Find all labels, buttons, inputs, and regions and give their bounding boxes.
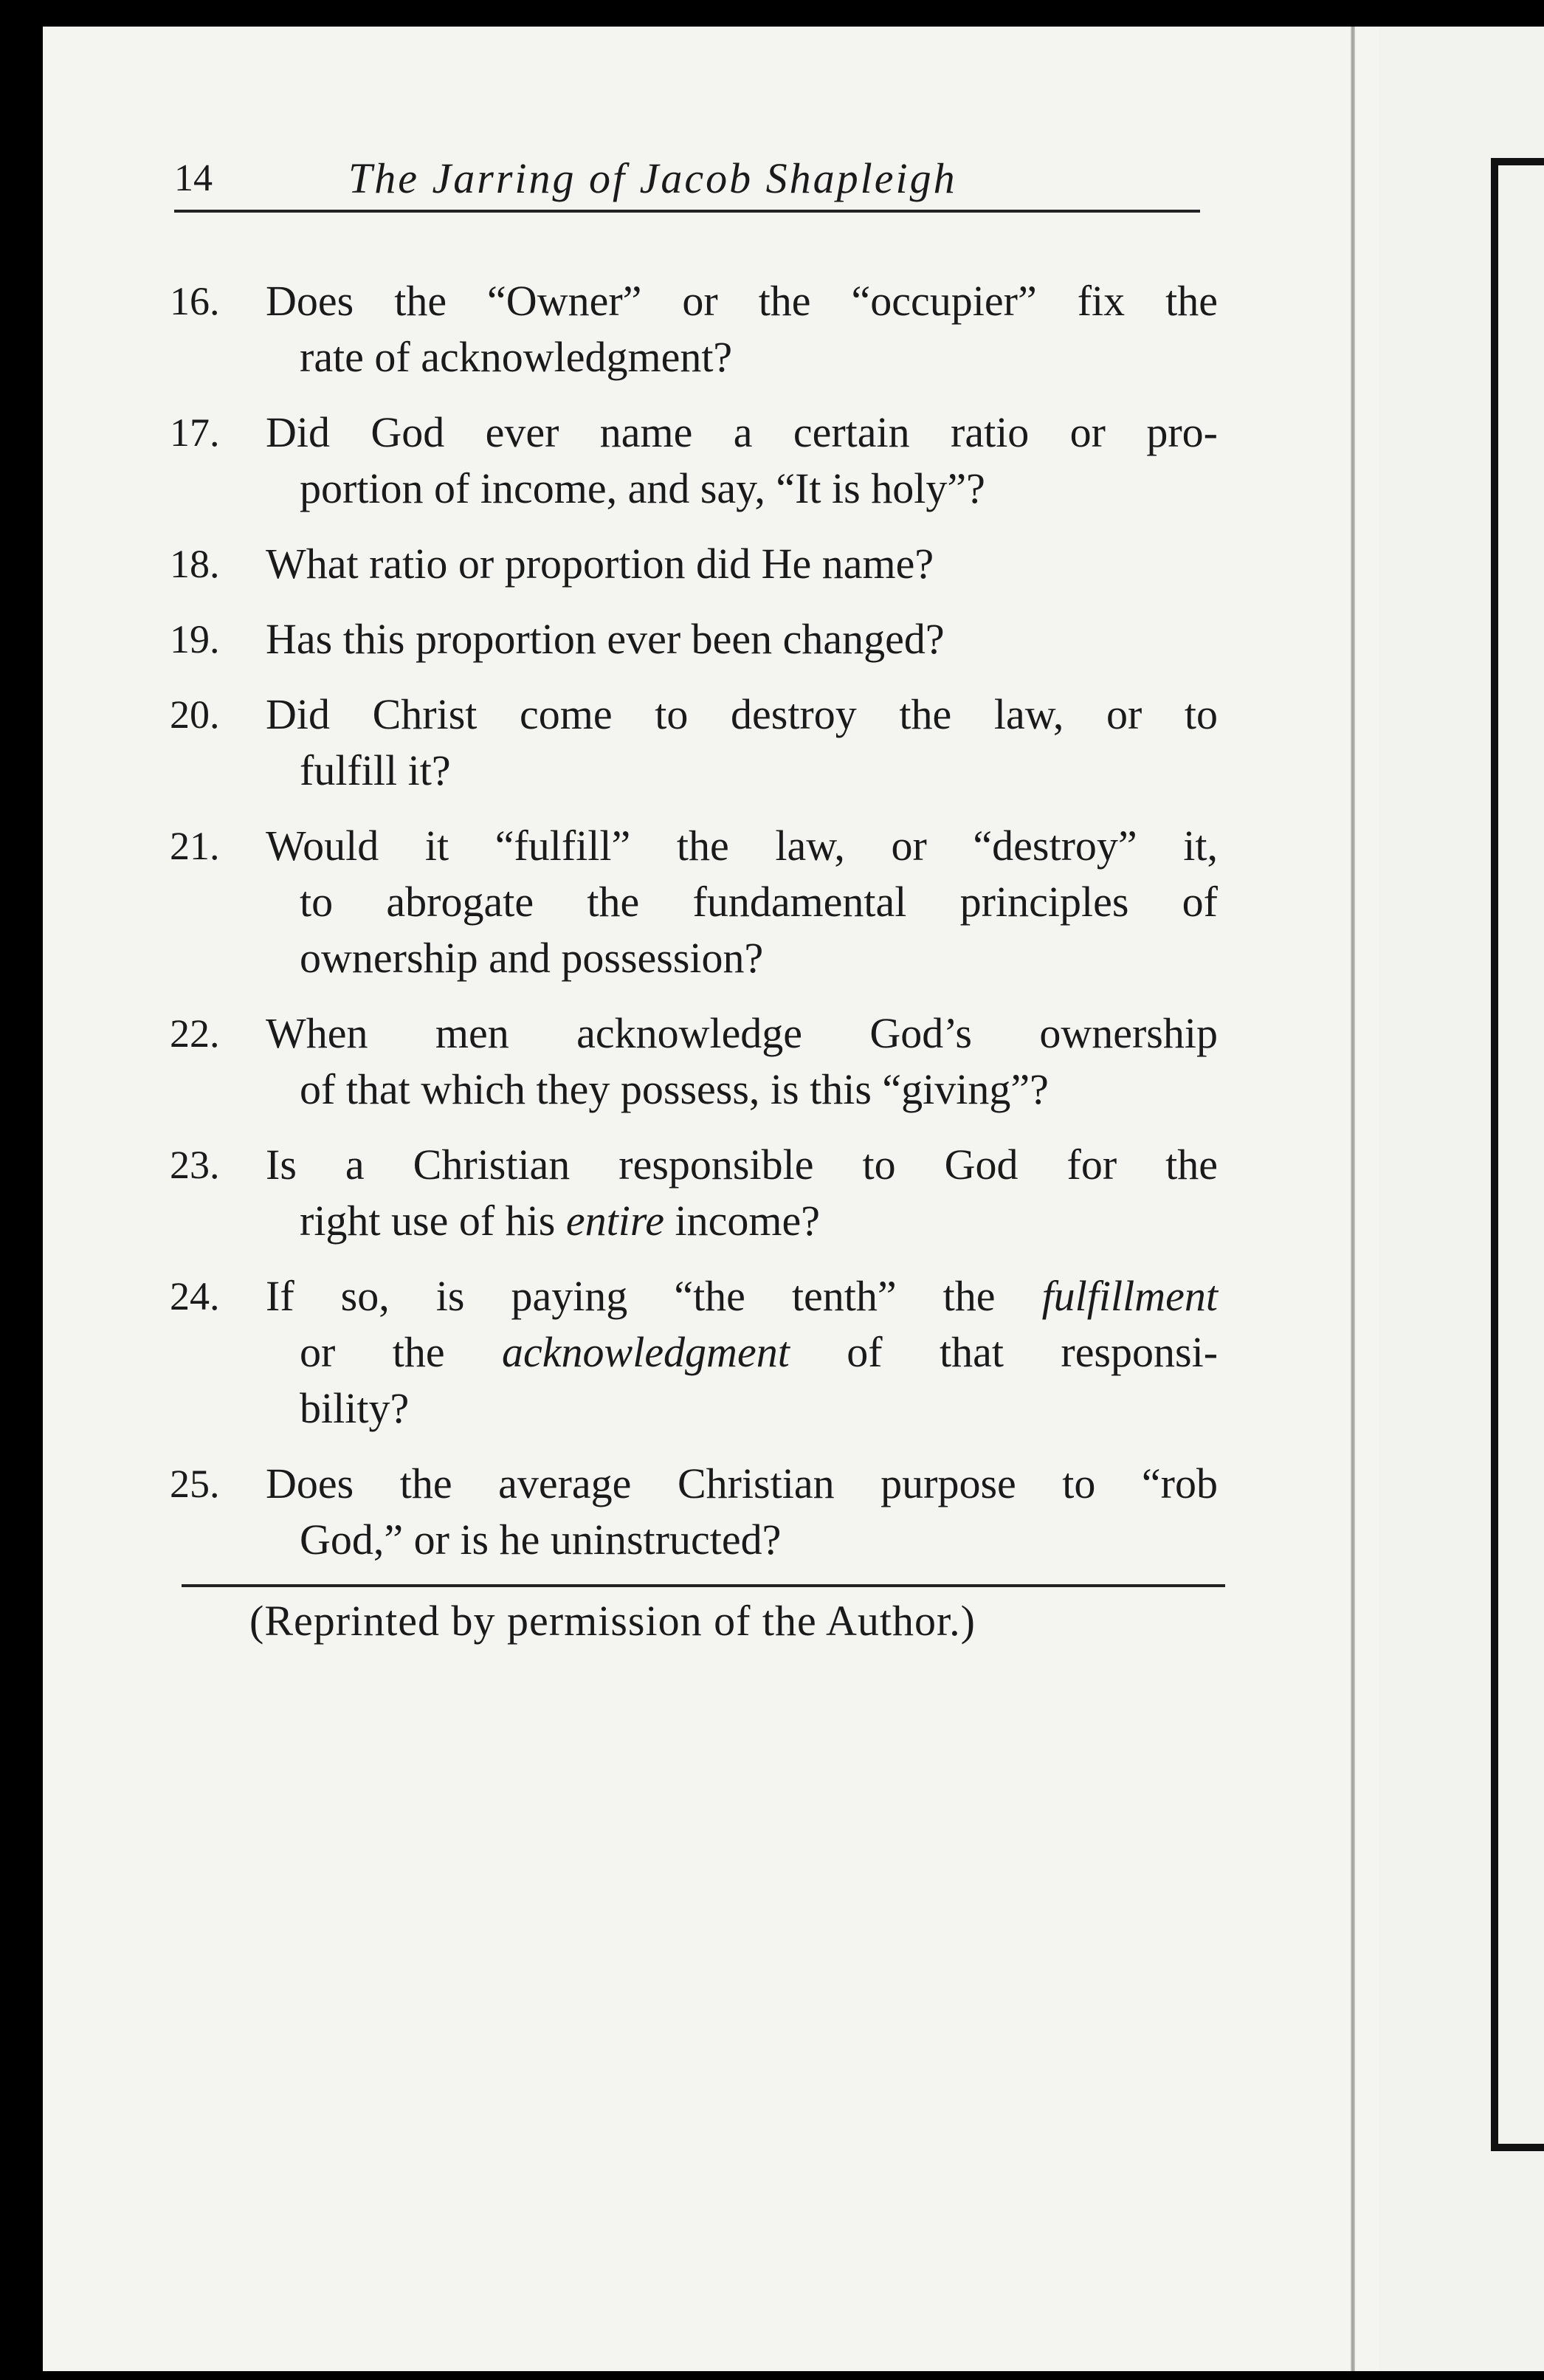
question-text [266, 273, 1218, 385]
question-number: 20. [170, 692, 220, 737]
header-rule [174, 210, 1200, 213]
question-item [170, 536, 1218, 592]
italic-text: entire [565, 1197, 664, 1245]
question-text [266, 611, 1218, 667]
text-run: If so, is paying “the tenth” the [266, 1272, 1042, 1320]
question-number: 18. [170, 542, 220, 586]
question-text [266, 818, 1218, 986]
question-text [266, 405, 1218, 517]
facing-page-border [1491, 158, 1544, 2151]
question-list [170, 273, 1218, 1587]
question-line: portion of income, and say, “It is holy”? [300, 464, 985, 512]
question-line: What ratio or proportion did He name? [266, 540, 934, 588]
question-text [266, 1268, 1218, 1437]
italic-text: acknowledgment [502, 1328, 790, 1376]
question-number: 25. [170, 1462, 220, 1506]
question-line: ownership and possession? [300, 934, 764, 982]
question-line: Did God ever name a certain ratio or pro- [266, 408, 1218, 456]
italic-text: fulfillment [1041, 1272, 1218, 1320]
question-line: Has this proportion ever been changed? [266, 615, 945, 663]
question-text [266, 1456, 1218, 1568]
question-number: 19. [170, 617, 220, 661]
question-item [170, 1456, 1218, 1568]
question-item [170, 273, 1218, 385]
question-line: of that which they possess, is this “giving”? [300, 1065, 1049, 1113]
question-line: When men acknowledge God’s ownership [266, 1009, 1218, 1057]
question-line [266, 1268, 1218, 1324]
question-line: Did Christ come to destroy the law, or to [266, 690, 1218, 738]
question-line [266, 1324, 1218, 1380]
text-run: bility? [300, 1384, 410, 1432]
question-text [266, 1137, 1218, 1249]
question-line [266, 1137, 1218, 1193]
end-rule [182, 1584, 1225, 1587]
page-gutter [1351, 27, 1355, 2371]
question-number: 21. [170, 824, 220, 868]
question-item [170, 818, 1218, 986]
question-item [170, 1005, 1218, 1118]
running-title: The Jarring of Jacob Shapleigh [348, 154, 957, 202]
question-line: Does the average Christian purpose to “rob [266, 1459, 1218, 1507]
question-item [170, 1268, 1218, 1437]
text-run: income? [664, 1197, 820, 1245]
question-text [266, 536, 1218, 592]
question-number: 23. [170, 1143, 220, 1187]
running-header [174, 154, 1200, 205]
question-text [266, 687, 1218, 799]
question-item [170, 687, 1218, 799]
question-number: 22. [170, 1011, 220, 1056]
question-line: Would it “fulfill” the law, or “destroy” it, [266, 822, 1218, 870]
question-line: God,” or is he uninstructed? [300, 1516, 782, 1564]
text-run: of that responsi- [789, 1328, 1219, 1376]
question-number: 16. [170, 279, 220, 323]
question-item [170, 1137, 1218, 1249]
text-run: or the [300, 1328, 503, 1376]
question-line: to abrogate the fundamental principles of [300, 878, 1218, 926]
question-line: fulfill it? [300, 746, 451, 794]
reprint-note: (Reprinted by permission of the Author.) [249, 1597, 976, 1645]
question-text [266, 1005, 1218, 1118]
question-line [266, 1193, 1218, 1249]
text-run: right use of his [300, 1197, 566, 1245]
question-number: 24. [170, 1274, 220, 1318]
question-line: Does the “Owner” or the “occupier” fix the [266, 277, 1218, 325]
text-run: Is a Christian responsible to God for the [266, 1141, 1218, 1189]
question-line [266, 1380, 1218, 1437]
page-number: 14 [174, 157, 213, 199]
question-item [170, 611, 1218, 667]
question-item [170, 405, 1218, 517]
question-number: 17. [170, 410, 220, 455]
question-line: rate of acknowledgment? [300, 333, 733, 381]
